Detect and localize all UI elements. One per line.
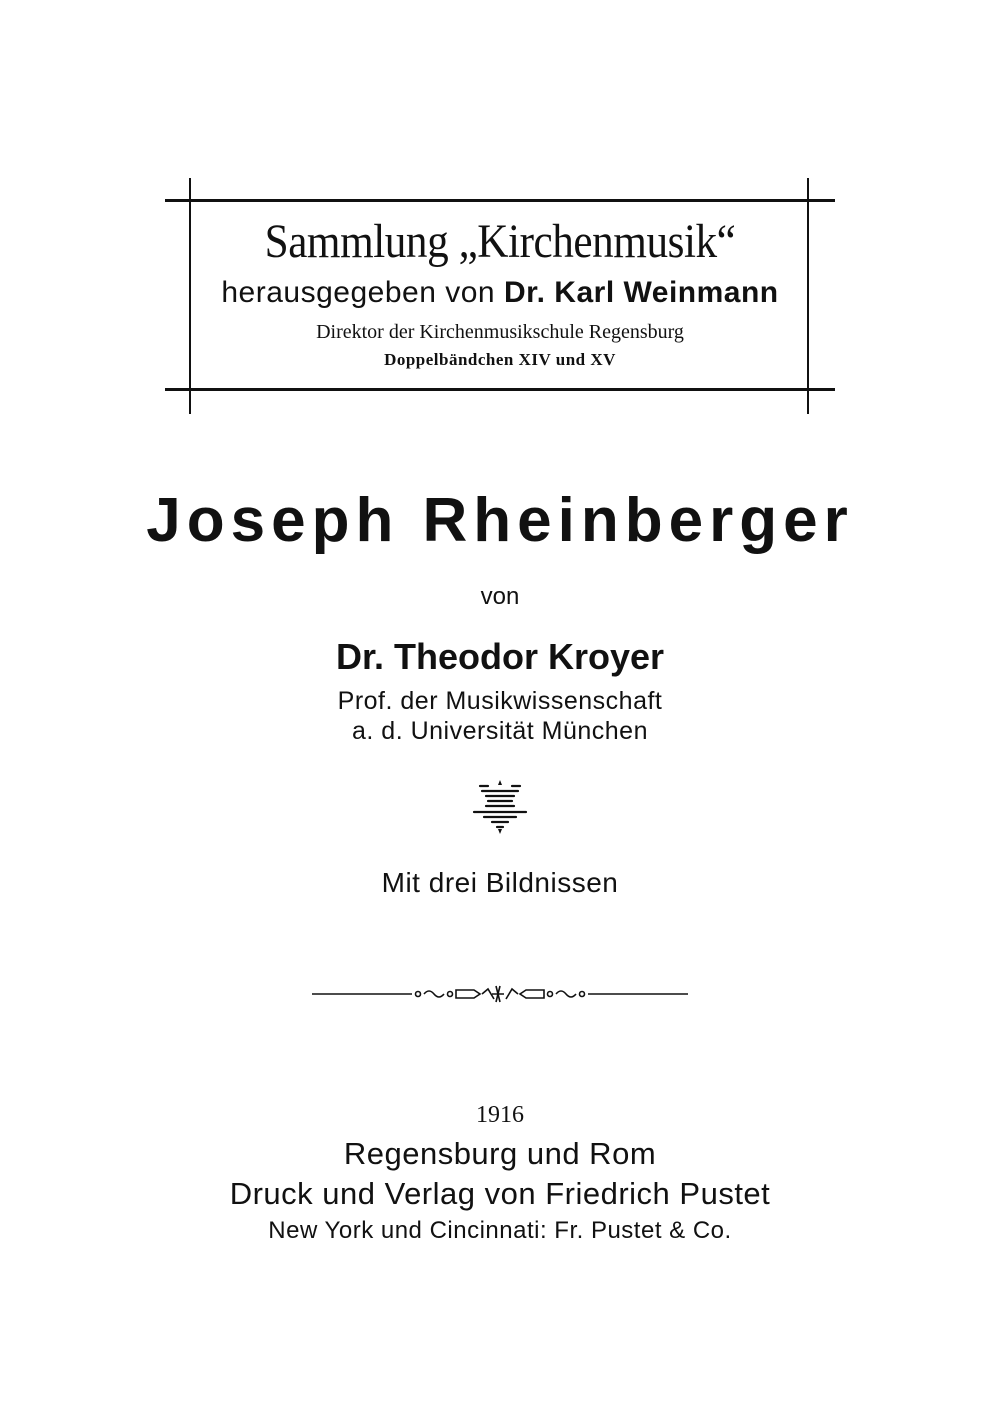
- frame-bottom-rule: [165, 388, 835, 391]
- book-title: Joseph Rheinberger: [146, 486, 854, 555]
- frame-top-rule: [165, 199, 835, 202]
- series-editor: [0, 276, 1000, 310]
- series-editor-role: Direktor der Kirchenmusikschule Regensburg: [316, 321, 684, 343]
- publication-place: Regensburg und Rom: [343, 1136, 657, 1171]
- book-subtitle: Mit drei Bildnissen: [381, 867, 619, 898]
- author-role-line1: Prof. der Musikwissenschaft: [337, 687, 663, 715]
- series-volume: Doppelbändchen XIV und XV: [384, 350, 616, 369]
- by-label: von: [480, 583, 520, 610]
- series-title: Sammlung „Kirchenmusik“: [264, 215, 736, 268]
- author-name: Dr. Theodor Kroyer: [335, 636, 665, 677]
- publisher-branches: New York und Cincinnati: Fr. Pustet & Co.: [268, 1217, 732, 1244]
- series-editor-prefix: herausgegeben von: [221, 276, 496, 309]
- publication-year: 1916: [476, 1102, 524, 1128]
- decorative-rule-icon: [312, 982, 688, 1006]
- star-ornament-icon: [470, 778, 530, 836]
- author-role-line2: a. d. Universität München: [352, 717, 648, 745]
- publisher: Druck und Verlag von Friedrich Pustet: [229, 1176, 771, 1211]
- series-editor-name: Dr. Karl Weinmann: [503, 276, 779, 309]
